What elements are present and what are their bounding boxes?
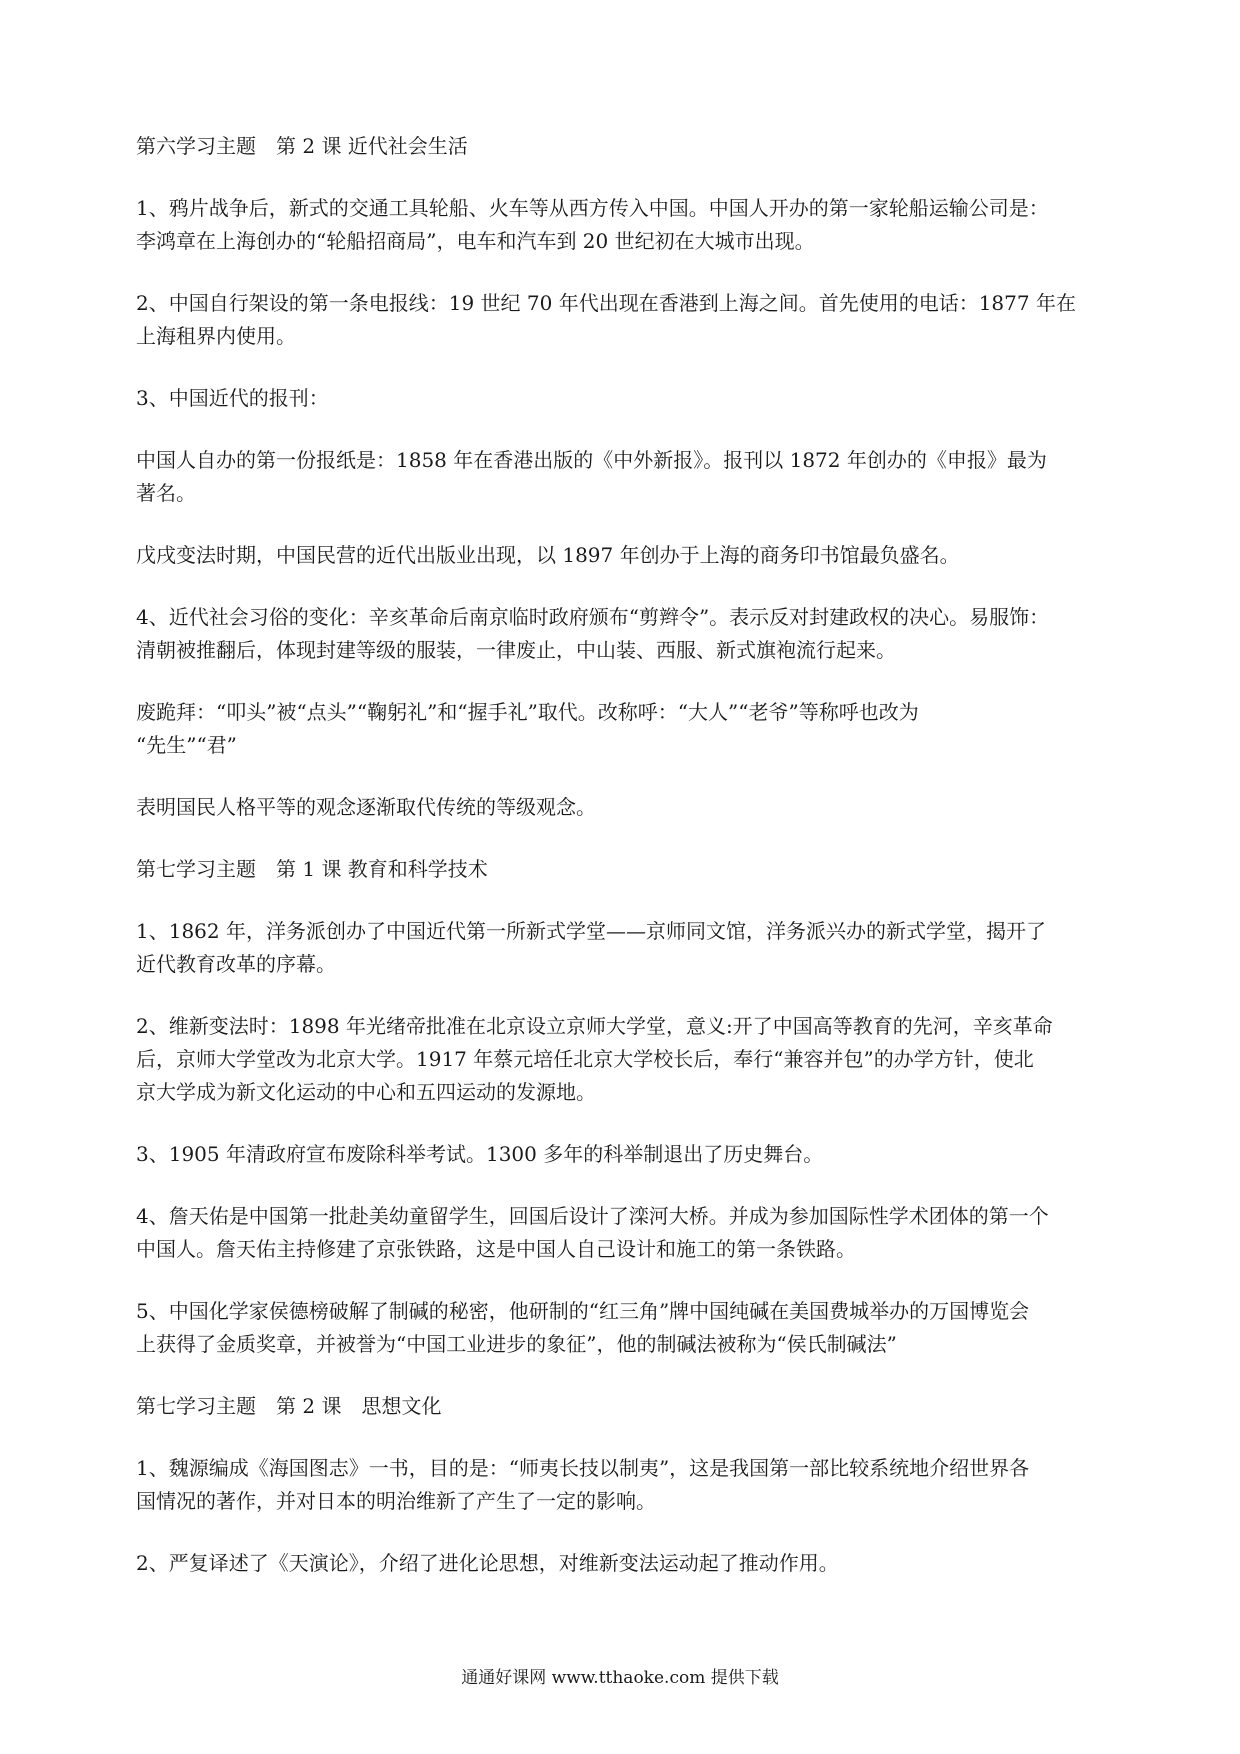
document-content (136, 130, 1123, 1609)
text-line: 清朝被推翻后，体现封建等级的服装，一律废止，中山装、西服、新式旗袍流行起来。 (136, 638, 896, 662)
text-line: 5、中国化学家侯德榜破解了制碱的秘密，他研制的“红三角”牌中国纯碱在美国费城举办的万国博览会 (136, 1299, 1030, 1323)
text-line: 3、1905 年清政府宣布废除科举考试。1300 多年的科举制退出了历史舞台。 (136, 1142, 824, 1166)
text-line: 著名。 (136, 481, 196, 505)
text-line: 表明国民人格平等的观念逐渐取代传统的等级观念。 (136, 795, 596, 819)
text-line: 戊戌变法时期，中国民营的近代出版业出现，以 1897 年创办于上海的商务印书馆最负盛名。 (136, 543, 960, 567)
text-line: 1、魏源编成《海国图志》一书，目的是：“师夷长技以制夷”，这是我国第一部比较系统地介绍世界各 (136, 1456, 1030, 1480)
paragraph (136, 915, 1123, 981)
text-line: 国情况的著作，并对日本的明治维新了产生了一定的影响。 (136, 1489, 656, 1513)
text-line: 京大学成为新文化运动的中心和五四运动的发源地。 (136, 1080, 596, 1104)
paragraph (136, 1547, 1123, 1580)
text-line: “先生”“君” (136, 733, 237, 757)
text-line: 废跪拜：“叩头”被“点头”“鞠躬礼”和“握手礼”取代。改称呼：“大人”“老爷”等称呼也改为 (136, 700, 919, 724)
section-heading: 第六学习主题 第 2 课 近代社会生活 (136, 134, 468, 158)
text-line: 2、中国自行架设的第一条电报线：19 世纪 70 年代出现在香港到上海之间。首先使用的电话：1877 年在 (136, 291, 1076, 315)
paragraph (136, 382, 1123, 415)
text-line: 2、严复译述了《天演论》，介绍了进化论思想，对维新变法运动起了推动作用。 (136, 1551, 839, 1575)
paragraph (136, 444, 1123, 510)
paragraph (136, 601, 1123, 667)
text-line: 上获得了金质奖章，并被誉为“中国工业进步的象征”，他的制碱法被称为“侯氏制碱法” (136, 1332, 897, 1356)
paragraph (136, 696, 1123, 762)
paragraph (136, 1200, 1123, 1266)
paragraph (136, 1452, 1123, 1518)
paragraph (136, 791, 1123, 824)
paragraph (136, 539, 1123, 572)
section-heading: 第七学习主题 第 1 课 教育和科学技术 (136, 857, 488, 881)
paragraph (136, 1295, 1123, 1361)
text-line: 4、詹天佑是中国第一批赴美幼童留学生，回国后设计了滦河大桥。并成为参加国际性学术团体的第一个 (136, 1204, 1049, 1228)
text-line: 后，京师大学堂改为北京大学。1917 年蔡元培任北京大学校长后，奉行“兼容并包”的办学方针，使北 (136, 1047, 1034, 1071)
text-line: 中国人自办的第一份报纸是：1858 年在香港出版的《中外新报》。报刊以 1872 年创办的《申报》最为 (136, 448, 1047, 472)
text-line: 中国人。詹天佑主持修建了京张铁路，这是中国人自己设计和施工的第一条铁路。 (136, 1237, 856, 1261)
paragraph (136, 287, 1123, 353)
text-line: 近代教育改革的序幕。 (136, 952, 336, 976)
text-line: 4、近代社会习俗的变化：辛亥革命后南京临时政府颁布“剪辫令”。表示反对封建政权的决心。易服饰： (136, 605, 1050, 629)
section-heading: 第七学习主题 第 2 课 思想文化 (136, 1394, 442, 1418)
paragraph (136, 192, 1123, 258)
text-line: 1、鸦片战争后，新式的交通工具轮船、火车等从西方传入中国。中国人开办的第一家轮船运输公司是： (136, 196, 1049, 220)
text-line: 李鸿章在上海创办的“轮船招商局”，电车和汽车到 20 世纪初在大城市出现。 (136, 229, 815, 253)
text-line: 上海租界内使用。 (136, 324, 296, 348)
text-line: 2、维新变法时：1898 年光绪帝批准在北京设立京师大学堂，意义:开了中国高等教育的先河，辛亥革命 (136, 1014, 1053, 1038)
paragraph (136, 1010, 1123, 1109)
paragraph (136, 1138, 1123, 1171)
page-footer: 通通好课网 www.tthaoke.com 提供下载 (461, 1668, 779, 1688)
text-line: 1、1862 年，洋务派创办了中国近代第一所新式学堂——京师同文馆，洋务派兴办的新式学堂，揭开了 (136, 919, 1046, 943)
text-line: 3、中国近代的报刊： (136, 386, 329, 410)
